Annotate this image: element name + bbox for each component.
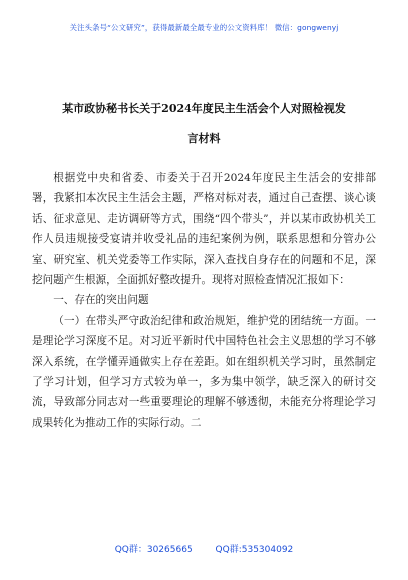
- footer-qq-group-2: QQ群:535304092: [215, 545, 294, 555]
- section-heading: 一、存在的突出问题: [53, 294, 149, 307]
- footer: [0, 542, 408, 555]
- footer-qq-group-1: QQ群：30265665: [114, 545, 193, 555]
- document-body: [32, 168, 376, 433]
- paragraph-intro: 根据党中央和省委、市委关于召开2024年度民主生活会的安排部署，我紧扣本次民主生活会主题，严格对标对表，通过自己查摆、谈心谈话、征求意见、走访调研等方式，围绕“四个带头”，并以某市政协机关工作人员违规接受宴请并收受礼品的违纪案例为例，联系思想和分管办公室、研究室、机关党委等工作实际，深入查找自身存在的问题和不足，深挖问题产生根源，全面抓好整改提升。现将对照检查情况汇报如下：: [32, 172, 376, 287]
- header-banner: 关注头条号“公文研究”，获得最新最全最专业的公文资料库！ 微信：gongwenyj: [69, 23, 339, 32]
- paragraph-section-1: （一）在带头严守政治纪律和政治规矩，维护党的团结统一方面。一是理论学习深度不足。对习近平新时代中国特色社会主义思想的学习不够深入系统，在学懂弄通做实上存在差距。如在组织机关学习时，虽然制定了学习计划，但学习方式较为单一，多为集中领学，缺乏深入的研讨交流，导致部分同志对一些重要理论的理解不够透彻，未能充分将理论学习成果转化为推动工作的实际行动。二: [32, 314, 376, 429]
- document-title-line2: 言材料: [187, 132, 221, 145]
- document-title-line1: 某市政协秘书长关于2024年度民主生活会个人对照检视发: [62, 102, 346, 115]
